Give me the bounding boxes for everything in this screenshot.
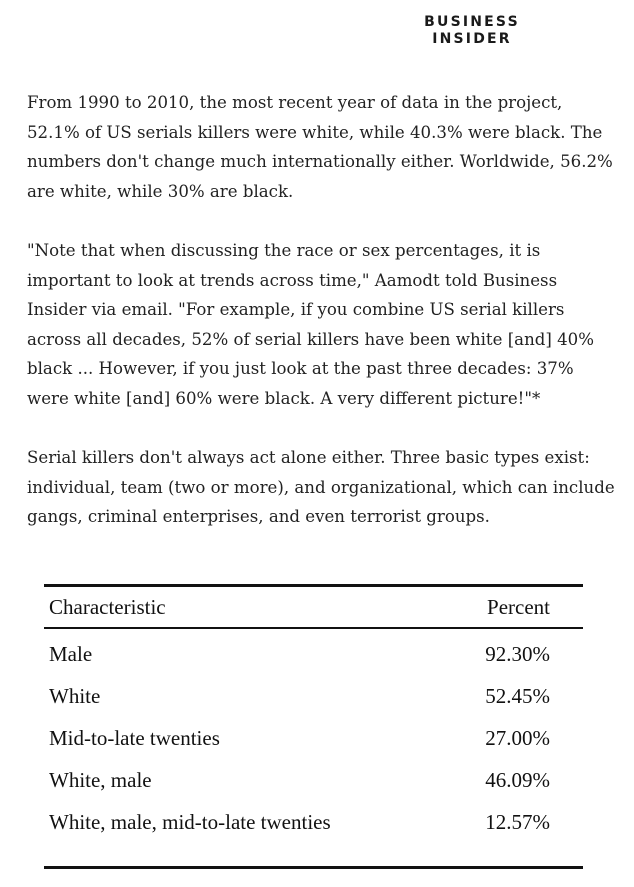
column-header-percent: Percent (487, 594, 550, 619)
cell-characteristic: White, male (49, 767, 152, 792)
table-row (44, 675, 583, 717)
logo-line-2: INSIDER (432, 31, 512, 47)
cell-characteristic: Male (49, 641, 93, 666)
serial-killer-characteristics-table (44, 584, 583, 843)
article-body (27, 88, 617, 562)
table-row (44, 717, 583, 759)
article-paragraph: Serial killers don't always act alone either. Three basic types exist: individual, team (two or more), and organizational, which can include gangs, criminal enterprises, and even terrorist groups. (27, 448, 615, 526)
cell-percent: 27.00% (485, 725, 550, 750)
cell-percent: 92.30% (485, 641, 550, 666)
column-header-characteristic: Characteristic (49, 594, 166, 619)
article-paragraph: From 1990 to 2010, the most recent year of data in the project, 52.1% of US serials killers were white, while 40.3% were black. The numbers don't change much internationally either. Worldwide, 56.2% are white, while 30% are black. (27, 93, 613, 201)
cell-characteristic: Mid-to-late twenties (49, 725, 220, 750)
table-row (44, 801, 583, 843)
logo-line-1: BUSINESS (424, 14, 520, 30)
cell-percent: 46.09% (485, 767, 550, 792)
article-paragraph: "Note that when discussing the race or sex percentages, it is important to look at trends across time," Aamodt told Business Insider via email. "For example, if you combine US serial killers across all decades, 52% of serial killers have been white [and] 40% black ... However, if you just look at the past three decades: 37% were white [and] 60% were black. A very different picture!"* (27, 241, 595, 408)
cell-percent: 52.45% (485, 683, 550, 708)
cell-characteristic: White, male, mid-to-late twenties (49, 809, 331, 834)
table-row (44, 759, 583, 801)
data-table (44, 587, 583, 843)
cell-percent: 12.57% (485, 809, 550, 834)
table-row (44, 629, 583, 675)
business-insider-logo[interactable] (412, 14, 532, 48)
table-bottom-rule (44, 866, 583, 869)
cell-characteristic: White (49, 683, 101, 708)
table-header-row (44, 587, 583, 627)
